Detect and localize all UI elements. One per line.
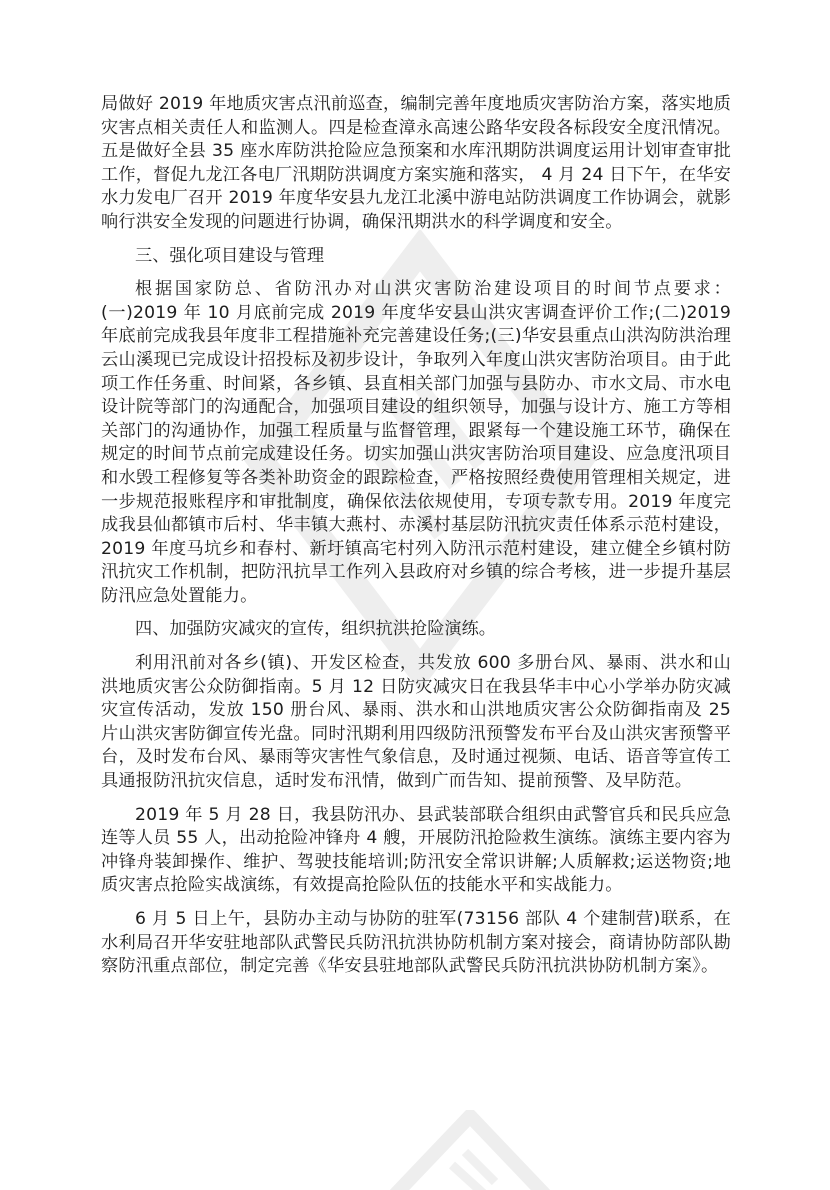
paragraph-drill: 2019 年 5 月 28 日，我县防汛办、县武装部联合组织由武警官兵和民兵应急连等人员 55 人，出动抢险冲锋舟 4 艘，开展防汛抢险救生演练。演练主要内容为冲锋舟装卸操作、维护、驾驶技能培训;防汛安全常识讲解;人质解救;运送物资;地质灾害点抢险实战演练，有效提高抢险队伍的技能水平和实战能力。 (101, 804, 731, 896)
paragraph-continuation: 局做好 2019 年地质灾害点汛前巡查，编制完善年度地质灾害防治方案，落实地质灾害点相关责任人和监测人。四是检查漳永高速公路华安段各标段安全度汛情况。五是做好全县 35 座水库防洪抢险应急预案和水库汛期防洪调度运用计划审查审批工作，督促九龙江各电厂汛期防洪调度方案实施和落实， 4 月 24 日下午，在华安水力发电厂召开 2019 年度华安县九龙江北溪中游电站防洪调度工作协调会，就影响行洪安全发现的问题进行协调，确保汛期洪水的科学调度和安全。 (101, 94, 731, 232)
watermark-logo-icon-bottom (380, 1110, 560, 1190)
paragraph-project: 根据国家防总、省防汛办对山洪灾害防治建设项目的时间节点要求：(一)2019 年 10 月底前完成 2019 年度华安县山洪灾害调查评价工作;(二)2019 年底前完成我县年度非工程措施补充完善建设任务;(三)华安县重点山洪沟防洪治理云山溪现已完成设计招投标及初步设计，争取列入年度山洪灾害防治项目。由于此项工作任务重、时间紧，各乡镇、县直相关部门加强与县防办、市水文局、市水电设计院等部门的沟通配合，加强项目建设的组织领导，加强与设计方、施工方等相关部门的沟通协作，加强工程质量与监督管理，跟紧每一个建设施工环节，确保在规定的时间节点前完成建设任务。切实加强山洪灾害防治项目建设、应急度汛项目和水毁工程修复等各类补助资金的跟踪检查，严格按照经费使用管理相关规定，进一步规范报账程序和审批制度，确保依法依规使用，专项专款专用。2019 年度完成我县仙都镇市后村、华丰镇大燕村、赤溪村基层防汛抗灾责任体系示范村建设，2019 年度马坑乡和春村、新圩镇高宅村列入防汛示范村建设，建立健全乡镇村防汛抗灾工作机制，把防汛抗旱工作列入县政府对乡镇的综合考核，进一步提升基层防汛应急处置能力。 (101, 279, 731, 606)
document-page (101, 93, 731, 979)
paragraph-military: 6 月 5 日上午，县防办主动与协防的驻军(73156 部队 4 个建制营)联系，在水利局召开华安驻地部队武警民兵防汛抗洪协防机制方案对接会，商请协防部队勘察防汛重点部位，制定完善《华安县驻地部队武警民兵防汛抗洪协防机制方案》。 (101, 909, 731, 977)
section-heading-4: 四、加强防灾减灾的宣传，组织抗洪抢险演练。 (135, 619, 496, 640)
paragraph-publicity: 利用汛前对各乡(镇)、开发区检查，共发放 600 多册台风、暴雨、洪水和山洪地质灾害公众防御指南。5 月 12 日防灾减灾日在我县华丰中心小学举办防灾减灾宣传活动，发放 150 册台风、暴雨、洪水和山洪地质灾害公众防御指南及 25 片山洪灾害防御宣传光盘。同时汛期利用四级防汛预警发布平台及山洪灾害预警平台，及时发布台风、暴雨等灾害性气象信息，及时通过视频、电话、语音等宣传工具通报防汛抗灾信息，适时发布汛情，做到广而告知、提前预警、及早防范。 (101, 653, 731, 792)
section-heading-3: 三、强化项目建设与管理 (135, 245, 325, 266)
